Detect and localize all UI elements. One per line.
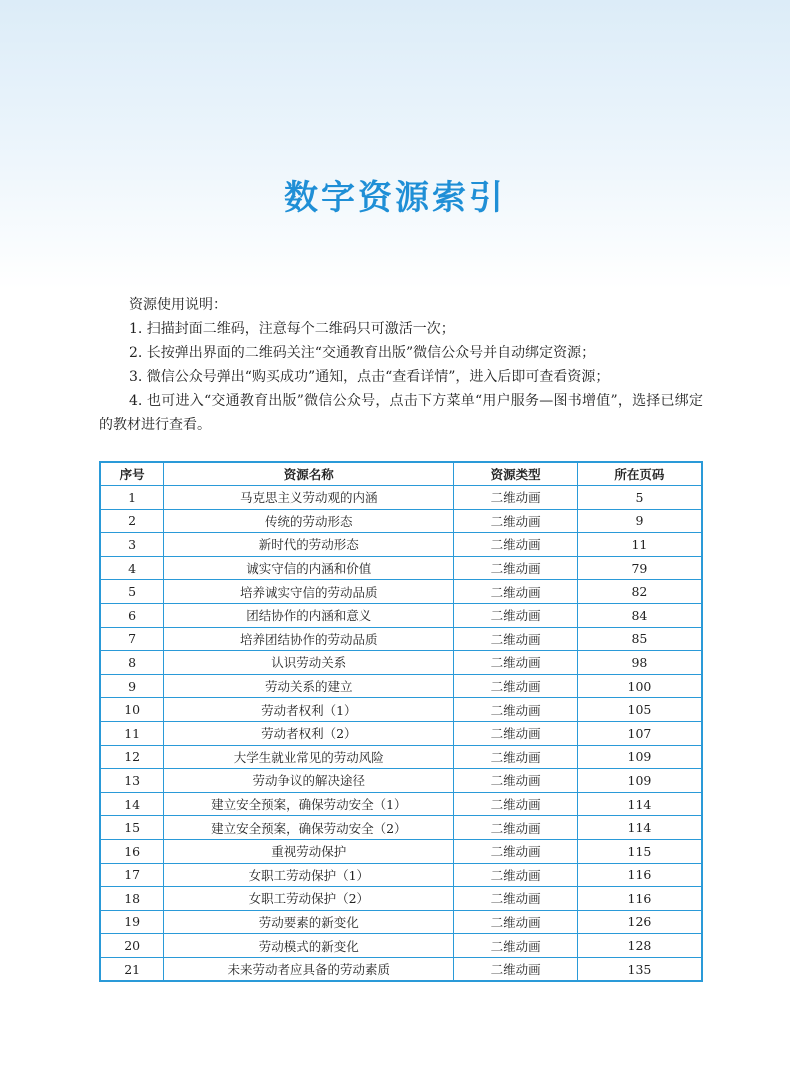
page-number: 114 bbox=[577, 816, 702, 840]
resource-name: 劳动关系的建立 bbox=[164, 674, 454, 698]
page-title: 数字资源索引 bbox=[284, 178, 506, 218]
row-index: 12 bbox=[100, 745, 164, 769]
row-index: 1 bbox=[100, 486, 164, 510]
resource-type: 二维动画 bbox=[454, 698, 578, 722]
resource-name: 团结协作的内涵和意义 bbox=[164, 603, 454, 627]
instruction-line: 1. 扫描封面二维码，注意每个二维码只可激活一次； bbox=[129, 321, 455, 337]
page-number: 98 bbox=[577, 651, 702, 675]
table-row bbox=[100, 580, 702, 604]
table-row bbox=[100, 910, 702, 934]
page-number: 128 bbox=[577, 934, 702, 958]
resource-type: 二维动画 bbox=[454, 863, 578, 887]
resource-type: 二维动画 bbox=[454, 957, 578, 981]
row-index: 21 bbox=[100, 957, 164, 981]
row-index: 7 bbox=[100, 627, 164, 651]
table-body bbox=[100, 486, 702, 982]
resource-index-table bbox=[99, 461, 703, 982]
resource-type: 二维动画 bbox=[454, 580, 578, 604]
row-index: 19 bbox=[100, 910, 164, 934]
resource-name: 女职工劳动保护（2） bbox=[164, 887, 454, 911]
page-number: 85 bbox=[577, 627, 702, 651]
resource-type: 二维动画 bbox=[454, 674, 578, 698]
page-number: 126 bbox=[577, 910, 702, 934]
resource-type: 二维动画 bbox=[454, 816, 578, 840]
page-number: 135 bbox=[577, 957, 702, 981]
resource-name: 未来劳动者应具备的劳动素质 bbox=[164, 957, 454, 981]
row-index: 20 bbox=[100, 934, 164, 958]
resource-type: 二维动画 bbox=[454, 509, 578, 533]
resource-name: 建立安全预案，确保劳动安全（2） bbox=[164, 816, 454, 840]
header-background bbox=[0, 0, 790, 290]
page-number: 100 bbox=[577, 674, 702, 698]
page-number: 9 bbox=[577, 509, 702, 533]
page-number: 109 bbox=[577, 769, 702, 793]
row-index: 15 bbox=[100, 816, 164, 840]
header-resource-name: 资源名称 bbox=[164, 462, 454, 486]
resource-type: 二维动画 bbox=[454, 745, 578, 769]
resource-name: 传统的劳动形态 bbox=[164, 509, 454, 533]
header-index: 序号 bbox=[100, 462, 164, 486]
row-index: 9 bbox=[100, 674, 164, 698]
row-index: 14 bbox=[100, 792, 164, 816]
table-row bbox=[100, 887, 702, 911]
table-row bbox=[100, 792, 702, 816]
resource-name: 大学生就业常见的劳动风险 bbox=[164, 745, 454, 769]
resource-name: 新时代的劳动形态 bbox=[164, 533, 454, 557]
row-index: 6 bbox=[100, 603, 164, 627]
resource-name: 劳动要素的新变化 bbox=[164, 910, 454, 934]
resource-name: 女职工劳动保护（1） bbox=[164, 863, 454, 887]
row-index: 4 bbox=[100, 556, 164, 580]
row-index: 18 bbox=[100, 887, 164, 911]
resource-name: 劳动争议的解决途径 bbox=[164, 769, 454, 793]
resource-name: 培养团结协作的劳动品质 bbox=[164, 627, 454, 651]
resource-type: 二维动画 bbox=[454, 934, 578, 958]
page-number: 5 bbox=[577, 486, 702, 510]
header-resource-type: 资源类型 bbox=[454, 462, 578, 486]
table-row bbox=[100, 486, 702, 510]
table-row bbox=[100, 556, 702, 580]
page-number: 114 bbox=[577, 792, 702, 816]
instructions-heading: 资源使用说明： bbox=[129, 297, 227, 313]
table-row bbox=[100, 957, 702, 981]
resource-type: 二维动画 bbox=[454, 887, 578, 911]
resource-type: 二维动画 bbox=[454, 651, 578, 675]
row-index: 13 bbox=[100, 769, 164, 793]
table-row bbox=[100, 674, 702, 698]
resource-type: 二维动画 bbox=[454, 603, 578, 627]
resource-name: 劳动模式的新变化 bbox=[164, 934, 454, 958]
resource-type: 二维动画 bbox=[454, 533, 578, 557]
page-number: 84 bbox=[577, 603, 702, 627]
resource-type: 二维动画 bbox=[454, 769, 578, 793]
row-index: 2 bbox=[100, 509, 164, 533]
resource-type: 二维动画 bbox=[454, 792, 578, 816]
table-row bbox=[100, 509, 702, 533]
row-index: 17 bbox=[100, 863, 164, 887]
resource-name: 劳动者权利（1） bbox=[164, 698, 454, 722]
resource-name: 马克思主义劳动观的内涵 bbox=[164, 486, 454, 510]
table-row bbox=[100, 816, 702, 840]
resource-type: 二维动画 bbox=[454, 486, 578, 510]
resource-type: 二维动画 bbox=[454, 839, 578, 863]
table-row bbox=[100, 721, 702, 745]
resource-name: 诚实守信的内涵和价值 bbox=[164, 556, 454, 580]
table-row bbox=[100, 603, 702, 627]
page-number: 109 bbox=[577, 745, 702, 769]
table-row bbox=[100, 863, 702, 887]
page-number: 116 bbox=[577, 863, 702, 887]
page-number: 105 bbox=[577, 698, 702, 722]
table-row bbox=[100, 698, 702, 722]
instruction-line: 2. 长按弹出界面的二维码关注“交通教育出版”微信公众号并自动绑定资源； bbox=[129, 345, 596, 361]
resource-type: 二维动画 bbox=[454, 721, 578, 745]
table-row bbox=[100, 769, 702, 793]
page-number: 107 bbox=[577, 721, 702, 745]
table-row bbox=[100, 533, 702, 557]
table-row bbox=[100, 934, 702, 958]
table-row bbox=[100, 745, 702, 769]
instruction-line: 3. 微信公众号弹出“购买成功”通知，点击“查看详情”，进入后即可查看资源； bbox=[129, 369, 610, 385]
row-index: 5 bbox=[100, 580, 164, 604]
resource-name: 培养诚实守信的劳动品质 bbox=[164, 580, 454, 604]
row-index: 16 bbox=[100, 839, 164, 863]
page-number: 116 bbox=[577, 887, 702, 911]
page-number: 11 bbox=[577, 533, 702, 557]
header-page-number: 所在页码 bbox=[577, 462, 702, 486]
resource-type: 二维动画 bbox=[454, 627, 578, 651]
resource-type: 二维动画 bbox=[454, 910, 578, 934]
page-number: 115 bbox=[577, 839, 702, 863]
resource-name: 认识劳动关系 bbox=[164, 651, 454, 675]
page-number: 82 bbox=[577, 580, 702, 604]
table-row bbox=[100, 839, 702, 863]
page-number: 79 bbox=[577, 556, 702, 580]
table-row bbox=[100, 651, 702, 675]
instruction-line: 4. 也可进入“交通教育出版”微信公众号，点击下方菜单“用户服务—图书增值”，选择已绑定的教材进行查看。 bbox=[99, 393, 703, 433]
resource-name: 重视劳动保护 bbox=[164, 839, 454, 863]
usage-instructions bbox=[99, 293, 703, 437]
row-index: 11 bbox=[100, 721, 164, 745]
resource-type: 二维动画 bbox=[454, 556, 578, 580]
table-header-row bbox=[100, 462, 702, 486]
row-index: 10 bbox=[100, 698, 164, 722]
row-index: 3 bbox=[100, 533, 164, 557]
resource-name: 劳动者权利（2） bbox=[164, 721, 454, 745]
resource-name: 建立安全预案，确保劳动安全（1） bbox=[164, 792, 454, 816]
table-row bbox=[100, 627, 702, 651]
row-index: 8 bbox=[100, 651, 164, 675]
